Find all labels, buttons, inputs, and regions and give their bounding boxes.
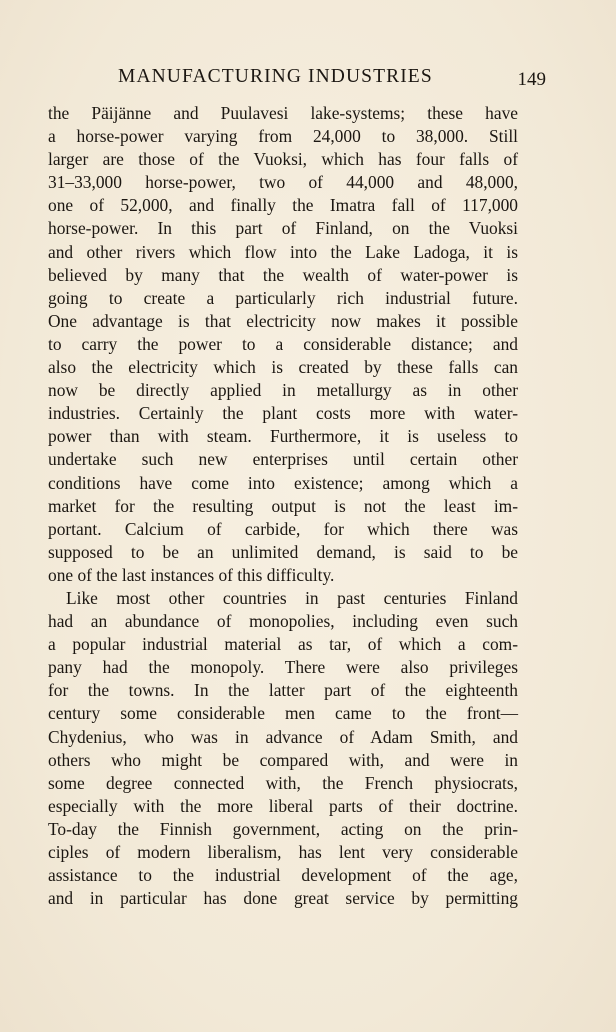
text-line: especially with the more liberal parts of their doctrine. (48, 795, 518, 816)
text-line: and in particular has done great service by permitting (48, 888, 518, 909)
body-text (48, 102, 518, 910)
text-line: industries. Certainly the plant costs more with water- (48, 403, 518, 424)
text-line: power than with steam. Furthermore, it is useless to (48, 426, 518, 447)
page-header (118, 66, 546, 90)
text-line: a horse-power varying from 24,000 to 38,000. Still (48, 126, 518, 147)
text-line: going to create a particularly rich industrial future. (48, 287, 518, 308)
text-line: Chydenius, who was in advance of Adam Smith, and (48, 726, 518, 747)
text-line: one of 52,000, and finally the Imatra fall of 117,000 (48, 195, 518, 216)
text-line: larger are those of the Vuoksi, which has four falls of (48, 149, 518, 170)
text-line: also the electricity which is created by these falls can (48, 357, 518, 378)
page-number: 149 (517, 69, 546, 90)
text-line: others who might be compared with, and were in (48, 749, 518, 770)
text-line: a popular industrial material as tar, of which a com- (48, 634, 518, 655)
paragraph-start-line: Like most other countries in past centuries Finland (66, 587, 518, 608)
text-line: pany had the monopoly. There were also privileges (48, 657, 518, 678)
text-line: horse-power. In this part of Finland, on the Vuoksi (48, 218, 518, 239)
text-line: assistance to the industrial development of the age, (48, 865, 518, 886)
text-line: to carry the power to a considerable distance; and (48, 333, 518, 354)
text-line: and other rivers which flow into the Lake Ladoga, it is (48, 241, 518, 262)
text-line: century some considerable men came to the front— (48, 703, 518, 724)
text-line: supposed to be an unlimited demand, is said to be (48, 541, 518, 562)
running-title: MANUFACTURING INDUSTRIES (118, 66, 433, 87)
text-line: had an abundance of monopolies, including even such (48, 611, 518, 632)
text-line: believed by many that the wealth of water-power is (48, 264, 518, 285)
text-line: market for the resulting output is not the least im- (48, 495, 518, 516)
paragraph-end-line: one of the last instances of this difficulty. (48, 564, 335, 585)
text-line: for the towns. In the latter part of the eighteenth (48, 680, 518, 701)
text-line: 31–33,000 horse-power, two of 44,000 and 48,000, (48, 172, 518, 193)
text-line: conditions have come into existence; among which a (48, 472, 518, 493)
text-line: undertake such new enterprises until certain other (48, 449, 518, 470)
text-line: some degree connected with, the French physiocrats, (48, 772, 518, 793)
text-line: To-day the Finnish government, acting on the prin- (48, 818, 518, 839)
text-line: ciples of modern liberalism, has lent very considerable (48, 842, 518, 862)
text-line: the Päijänne and Puulavesi lake-systems; these have (48, 103, 518, 123)
text-line: One advantage is that electricity now makes it possible (48, 310, 518, 331)
text-line: portant. Calcium of carbide, for which there was (48, 518, 518, 539)
text-line: now be directly applied in metallurgy as in other (48, 380, 518, 401)
